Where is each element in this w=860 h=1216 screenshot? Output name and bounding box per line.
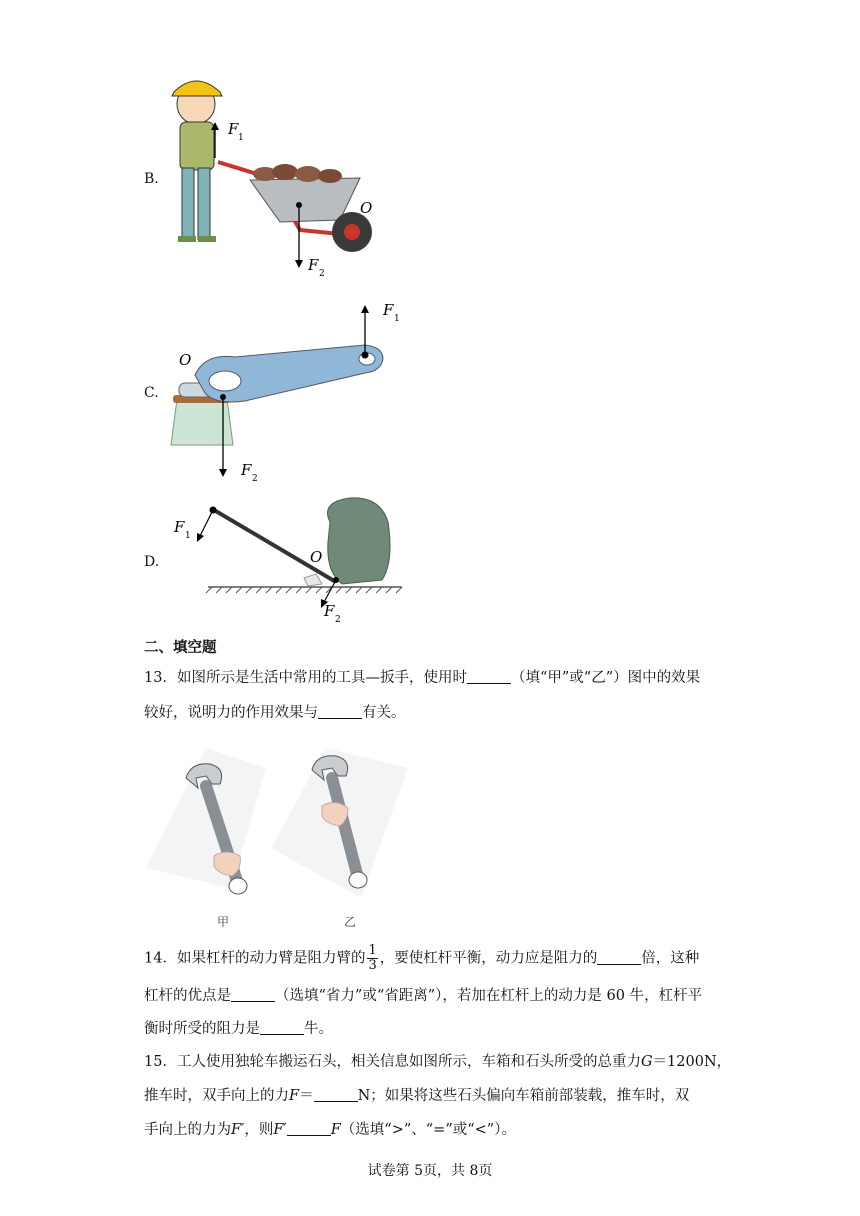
q15-line1 — [144, 1052, 731, 1072]
q13-text-c: 较好，说明力的作用效果与 — [144, 705, 318, 721]
b-f2-sub: 2 — [319, 269, 325, 279]
option-b-label: B. — [144, 171, 159, 187]
d-f1-sub: 1 — [185, 531, 191, 541]
c-fulcrum-label: O — [179, 351, 192, 369]
option-c-label: C. — [144, 385, 159, 401]
q15-var-f-2: F — [330, 1122, 341, 1138]
q14-frac-den: 3 — [368, 958, 377, 973]
q14-text-a: 14．如果杠杆的动力臂是阻力臂的 — [144, 950, 366, 967]
q15-line3 — [144, 1120, 516, 1140]
q14-frac-num: 1 — [368, 943, 377, 958]
q14-text-f: 衡时所受的阻力是 — [144, 1021, 260, 1037]
d-fulcrum-label: O — [310, 548, 323, 566]
q14-text-g: 牛。 — [304, 1021, 333, 1037]
q13-blank-2 — [318, 704, 362, 719]
c-f1-label: F — [383, 301, 394, 319]
section-title: 二、填空题 — [144, 639, 217, 656]
crowbar-figure — [170, 492, 410, 622]
q13-blank-1 — [467, 669, 511, 684]
lever-arm-figure — [165, 295, 405, 490]
q14-line2 — [144, 986, 702, 1006]
page-footer: 试卷第 5页，共 8页 — [367, 1163, 493, 1179]
b-f1-sub: 1 — [238, 133, 244, 143]
q14-blank-1 — [597, 950, 641, 965]
caption-yi: 乙 — [344, 915, 357, 929]
q15-text-e: N；如果将这些石头偏向车箱前部装载，推车时，双 — [357, 1088, 690, 1104]
q15-var-fprime-2: F′ — [273, 1122, 287, 1138]
b-fulcrum-label: O — [360, 199, 373, 217]
d-f2-sub: 2 — [335, 615, 341, 622]
b-f1-label: F — [228, 120, 239, 138]
c-f1-sub: 1 — [394, 314, 400, 324]
q14-text-b: ，要使杠杆平衡，动力应是阻力的 — [379, 950, 598, 967]
q15-var-g: G — [640, 1054, 653, 1070]
q15-text-f: 手向上的力为 — [144, 1122, 231, 1138]
q14-text-d: 杠杆的优点是 — [144, 988, 231, 1004]
wheelbarrow-figure — [160, 70, 400, 285]
q14-line1 — [144, 944, 699, 973]
q15-var-f: F — [289, 1088, 300, 1104]
b-f2-label: F — [308, 256, 319, 274]
q14-blank-3 — [260, 1020, 304, 1035]
c-f2-label: F — [241, 461, 252, 479]
q13-text-d: 有关。 — [362, 705, 406, 721]
q15-text-b: ＝1200N， — [652, 1054, 732, 1070]
q15-blank-1 — [314, 1087, 358, 1102]
q14-text-e: （选填“省力”或“省距离”），若加在杠杆上的动力是 60 牛，杠杆平 — [275, 988, 703, 1004]
q15-text-g: ，则 — [244, 1122, 274, 1138]
q15-text-a: 15．工人使用独轮车搬运石头，相关信息如图所示，车箱和石头所受的总重力 — [144, 1054, 641, 1070]
q13-text-b: （填“甲”或“乙”）图中的效果 — [510, 670, 701, 686]
q15-blank-2 — [287, 1121, 331, 1136]
q14-fraction — [367, 944, 377, 973]
q15-text-c: 推车时，双手向上的力 — [144, 1088, 289, 1104]
d-f1-label: F — [174, 518, 185, 536]
q15-text-d: ＝ — [299, 1088, 314, 1104]
caption-jia: 甲 — [217, 915, 230, 929]
q14-text-c: 倍，这种 — [641, 950, 700, 967]
q15-var-fprime: F′ — [231, 1122, 245, 1138]
option-d-label: D. — [144, 554, 160, 570]
q14-line3 — [144, 1019, 333, 1039]
wrench-figures — [146, 748, 408, 908]
q13-line1 — [144, 668, 700, 688]
q15-text-h: （选填“>”、“=”或“<”）。 — [340, 1122, 516, 1138]
c-f2-sub: 2 — [252, 474, 258, 484]
q13-line2 — [144, 703, 406, 723]
q14-blank-2 — [231, 987, 275, 1002]
q15-line2 — [144, 1086, 689, 1106]
q13-text-a: 13．如图所示是生活中常用的工具—扳手，使用时 — [144, 670, 467, 686]
d-f2-label: F — [324, 602, 335, 620]
